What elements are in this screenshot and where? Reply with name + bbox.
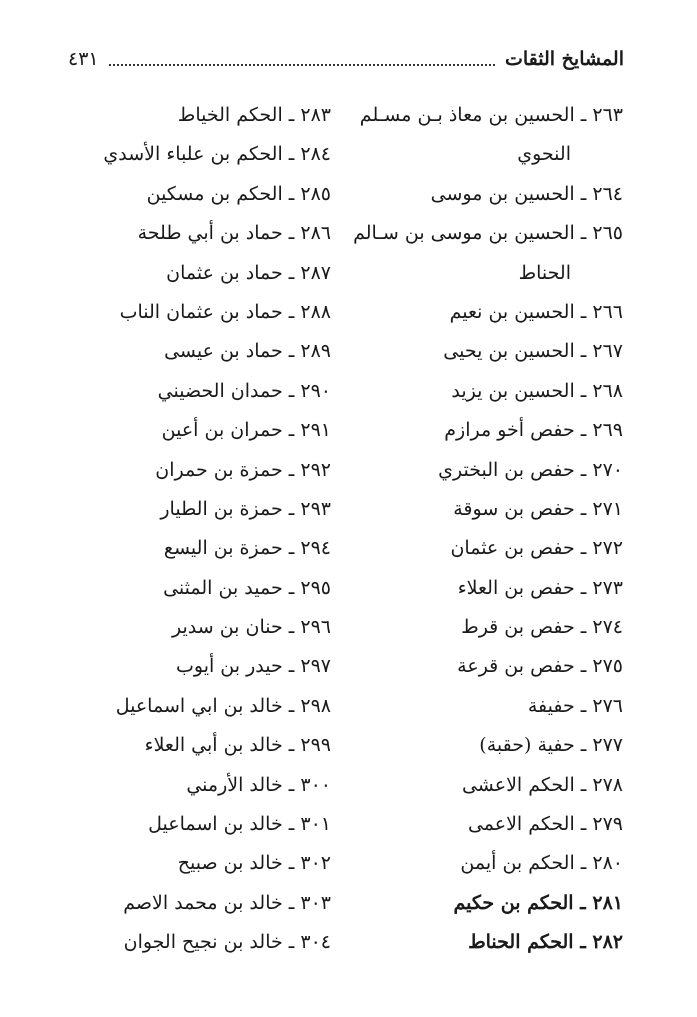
index-entry: ٢٨٠ ـ الحكم بن أيمن xyxy=(460,852,623,875)
index-entry: ٢٩٩ ـ خالد بن أبي العلاء xyxy=(144,734,331,757)
index-entry: ٢٩٣ ـ حمزة بن الطيار xyxy=(160,497,331,520)
index-entry: ٣٠٠ ـ خالد الأرمني xyxy=(186,773,331,796)
index-entry: ٢٩٢ ـ حمزة بن حمران xyxy=(155,458,331,481)
index-entry: ٢٩٨ ـ خالد بن ابي اسماعيل xyxy=(115,694,331,717)
right-column-list xyxy=(353,96,623,963)
index-entry: ٢٧٦ ـ حفيفة xyxy=(527,694,623,717)
page-number: ٤٣١ xyxy=(68,48,99,70)
index-entry: ٢٦٤ ـ الحسين بن موسى xyxy=(430,182,623,205)
index-entry: ٢٨٥ ـ الحكم بن مسكين xyxy=(146,182,331,205)
index-entry: ٢٧٤ ـ حفص بن قرط xyxy=(461,616,623,639)
index-entry: ٢٩٥ ـ حميد بن المثنى xyxy=(163,576,331,599)
index-entry: ٢٨٩ ـ حماد بن عيسى xyxy=(164,340,331,363)
leader-dots xyxy=(109,64,495,66)
index-entry: ٢٦٩ ـ حفص أخو مرازم xyxy=(444,419,623,442)
index-entry: ٢٨٦ ـ حماد بن أبي طلحة xyxy=(137,222,331,245)
entry-continuation: الحناط xyxy=(518,261,571,284)
index-entry: ٣٠٣ ـ خالد بن محمد الاصم xyxy=(123,891,331,914)
index-entry: ٢٦٦ ـ الحسين بن نعيم xyxy=(449,300,623,323)
index-entry: ٢٨٨ ـ حماد بن عثمان الناب xyxy=(119,300,331,323)
index-entry: ٢٨٣ ـ الحكم الخياط xyxy=(177,104,331,126)
index-entry: ٢٦٨ ـ الحسين بن يزيد xyxy=(451,379,623,402)
running-title: المشايخ الثقات xyxy=(504,48,624,70)
left-column-list xyxy=(81,96,331,963)
index-entry: ٣٠٤ ـ خالد بن نجيح الجوان xyxy=(123,931,331,954)
index-entry: ٢٧٠ ـ حفص بن البختري xyxy=(438,458,623,481)
index-entry: ٢٨٤ ـ الحكم بن علباء الأسدي xyxy=(103,143,331,166)
index-entry: ٢٩٦ ـ حنان بن سدير xyxy=(172,616,331,639)
index-entry: ٢٧٥ ـ حفص بن قرعة xyxy=(457,655,623,678)
index-entry: ٢٩٠ ـ حمدان الحضيني xyxy=(157,379,331,402)
index-entry: ٢٨٢ ـ الحكم الحناط xyxy=(468,931,623,954)
index-entry: ٢٨١ ـ الحكم بن حكيم xyxy=(453,891,623,914)
index-entry: ٢٧٣ ـ حفص بن العلاء xyxy=(457,576,623,599)
index-entry: ٢٦٣ ـ الحسين بن معاذ بـن مسـلم xyxy=(359,104,623,126)
index-entry: ٣٠٢ ـ خالد بن صبيح xyxy=(177,852,331,875)
index-entry: ٢٦٧ ـ الحسين بن يحيى xyxy=(443,340,623,363)
index-entry: ٢٩٤ ـ حمزة بن اليسع xyxy=(163,537,331,560)
index-entry: ٢٩١ ـ حمران بن أعين xyxy=(161,419,331,442)
index-entry: ٢٨٧ ـ حماد بن عثمان xyxy=(166,261,331,284)
index-entry: ٢٧١ ـ حفص بن سوقة xyxy=(453,497,623,520)
index-entry: ٢٩٧ ـ حيدر بن أيوب xyxy=(176,655,331,678)
index-entry: ٣٠١ ـ خالد بن اسماعيل xyxy=(148,813,331,836)
page-header xyxy=(68,44,624,74)
index-entry: ٢٧٩ ـ الحكم الاعمى xyxy=(467,813,623,836)
index-entry: ٢٧٧ ـ حفية (حقبة) xyxy=(479,734,623,757)
entry-continuation: النحوي xyxy=(517,143,571,166)
index-entry: ٢٦٥ ـ الحسين بن موسى بن سـالم xyxy=(353,222,623,245)
index-entry: ٢٧٢ ـ حفص بن عثمان xyxy=(450,537,623,560)
index-entry: ٢٧٨ ـ الحكم الاعشى xyxy=(461,773,623,796)
